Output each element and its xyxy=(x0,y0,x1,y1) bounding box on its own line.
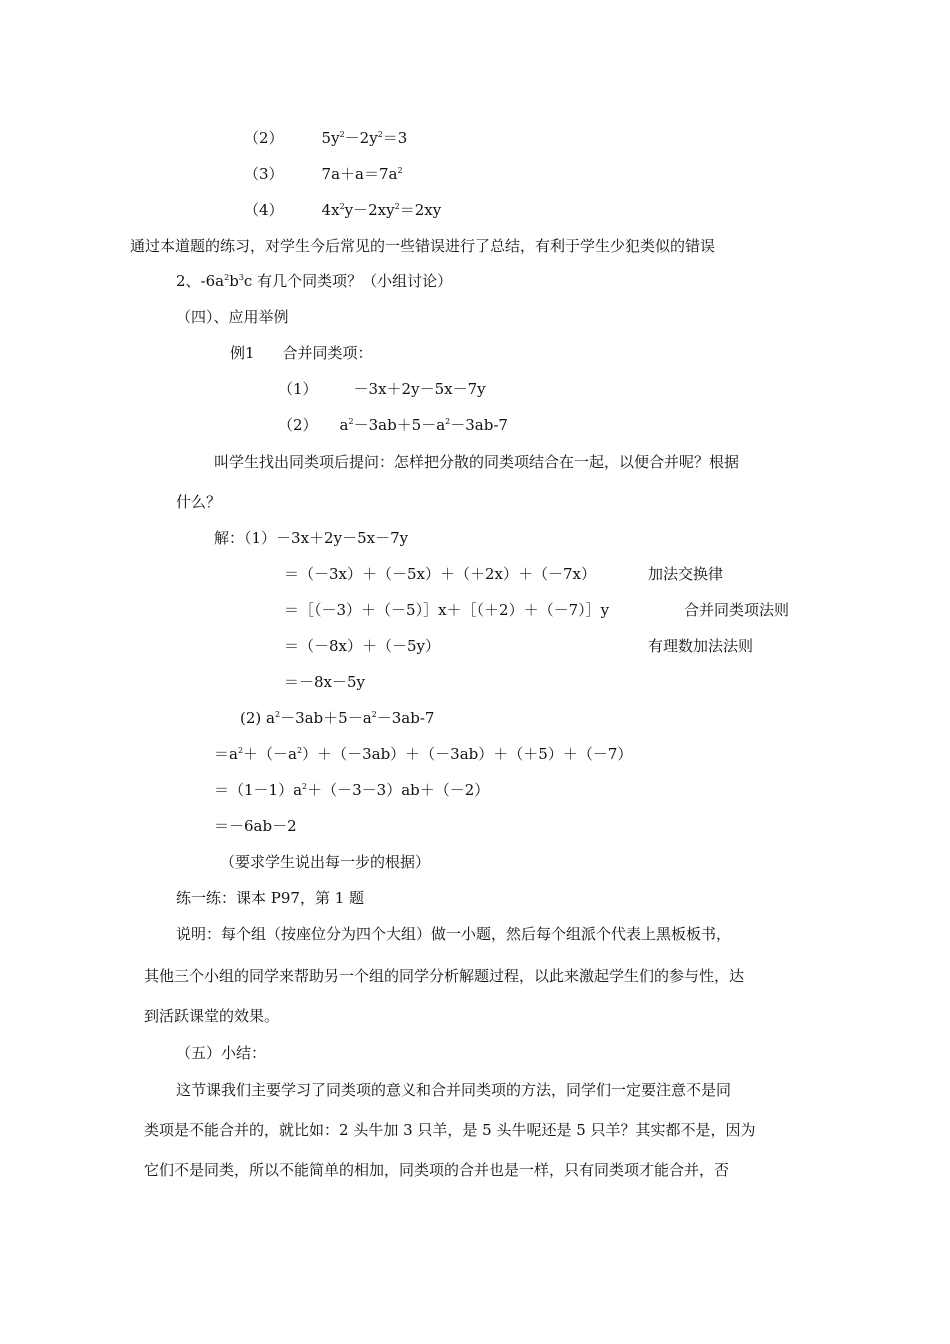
exponent: 2 xyxy=(377,130,383,139)
explanation-line: 说明：每个组（按座位分为四个大组）做一小题，然后每个组派个代表上黑板板书， xyxy=(176,925,732,943)
equation-part: y－2xy xyxy=(344,201,395,219)
exponent: 3 xyxy=(238,273,244,282)
equation-part: 7a＋a＝7a xyxy=(321,165,398,183)
explanation-line: 到活跃课堂的效果。 xyxy=(144,1007,280,1025)
question-line: 叫学生找出同类项后提问：怎样把分散的同类项结合在一起，以便合并呢？根据 xyxy=(214,453,740,471)
exponent: 2 xyxy=(302,782,308,791)
step-reason: 加法交换律 xyxy=(648,565,724,583)
example-item-2 xyxy=(278,415,508,435)
exponent: 2 xyxy=(371,710,377,719)
expression: ＋（－3－3）ab＋（－2） xyxy=(307,781,490,799)
exponent: 2 xyxy=(339,202,345,211)
solution-step xyxy=(214,744,632,764)
question-text: c 有几个同类项？（小组讨论） xyxy=(243,272,453,290)
solution-step xyxy=(214,780,489,800)
exercise-item-4 xyxy=(244,200,441,220)
step-reason: 合并同类项法则 xyxy=(684,601,790,619)
expression: －3ab＋5－a xyxy=(353,416,446,434)
exponent: 2 xyxy=(237,746,244,755)
question-2 xyxy=(176,271,452,291)
expression: （1）－3x＋2y－5x－7y xyxy=(244,529,409,547)
item-number: （3） xyxy=(244,165,284,183)
exercise-item-2 xyxy=(244,128,407,148)
expression: (2) a xyxy=(240,709,275,727)
item-number: （4） xyxy=(244,201,284,219)
solution-step: ＝［（－3）＋（－5）］x＋［（＋2）＋（－7）］y xyxy=(284,601,610,619)
equation-part: 4x xyxy=(321,201,340,219)
equation-part: 5y xyxy=(321,129,340,147)
exponent: 2 xyxy=(394,202,400,211)
exponent: 2 xyxy=(274,710,281,719)
exercise-item-3 xyxy=(244,164,403,184)
conclusion-line: 它们不是同类，所以不能简单的相加，同类项的合并也是一样，只有同类项才能合并，否 xyxy=(144,1161,730,1179)
exponent: 2 xyxy=(348,417,354,426)
exponent: 2 xyxy=(297,746,303,755)
solution-step: ＝（－8x）＋（－5y） xyxy=(284,637,441,655)
expression: ＝（1－1）a xyxy=(214,781,303,799)
conclusion-line: 类项是不能合并的，就比如：2 头牛加 3 只羊，是 5 头牛呢还是 5 只羊？其实都不是，因为 xyxy=(144,1121,756,1139)
solution-step: ＝－8x－5y xyxy=(284,673,366,691)
conclusion-line: 这节课我们主要学习了同类项的意义和合并同类项的方法，同学们一定要注意不是同 xyxy=(176,1081,732,1099)
reasoning-note: （要求学生说出每一步的根据） xyxy=(220,853,431,871)
expression: ＝a xyxy=(214,745,238,763)
item-number: （2） xyxy=(244,129,284,147)
question-text: b xyxy=(229,272,239,290)
exponent: 2 xyxy=(397,166,403,175)
item-number: （1） xyxy=(278,380,318,398)
expression: －3ab-7 xyxy=(450,416,508,434)
section-heading-5: （五）小结： xyxy=(176,1044,267,1062)
equation-part: －2y xyxy=(344,129,378,147)
item-number: （2） xyxy=(278,416,318,434)
expression: －3ab-7 xyxy=(376,709,435,727)
step-reason: 有理数加法法则 xyxy=(648,637,754,655)
expression: ）＋（－3ab）＋（－3ab）＋（＋5）＋（－7） xyxy=(302,745,633,763)
expression: a xyxy=(339,416,349,434)
solution-step: ＝（－3x）＋（－5x）＋（＋2x）＋（－7x） xyxy=(284,565,597,583)
question-text: 2、-6a xyxy=(176,272,225,290)
expression: ＋（－a xyxy=(243,745,297,763)
practice-line: 练一练：课本 P97，第 1 题 xyxy=(176,889,365,907)
solution-part-1 xyxy=(214,528,408,548)
solution-label: 解： xyxy=(214,529,245,547)
example-item-1 xyxy=(278,379,486,399)
equation-part: ＝3 xyxy=(382,129,408,147)
example-label: 例1 xyxy=(230,344,255,362)
section-heading-4: （四）、应用举例 xyxy=(176,308,289,326)
exponent: 2 xyxy=(445,417,451,426)
exponent: 2 xyxy=(339,130,345,139)
expression: －3x＋2y－5x－7y xyxy=(353,380,486,398)
question-line: 什么？ xyxy=(176,493,222,511)
summary-line: 通过本道题的练习，对学生今后常见的一些错误进行了总结，有利于学生少犯类似的错误 xyxy=(130,237,716,255)
expression: －3ab＋5－a xyxy=(280,709,372,727)
example-1 xyxy=(230,343,373,363)
solution-step: ＝－6ab－2 xyxy=(214,817,297,835)
exponent: 2 xyxy=(224,273,230,282)
example-text: 合并同类项： xyxy=(282,344,373,362)
equation-part: ＝2xy xyxy=(399,201,442,219)
solution-part-2 xyxy=(240,708,434,728)
explanation-line: 其他三个小组的同学来帮助另一个组的同学分析解题过程，以此来激起学生们的参与性，达 xyxy=(144,967,745,985)
